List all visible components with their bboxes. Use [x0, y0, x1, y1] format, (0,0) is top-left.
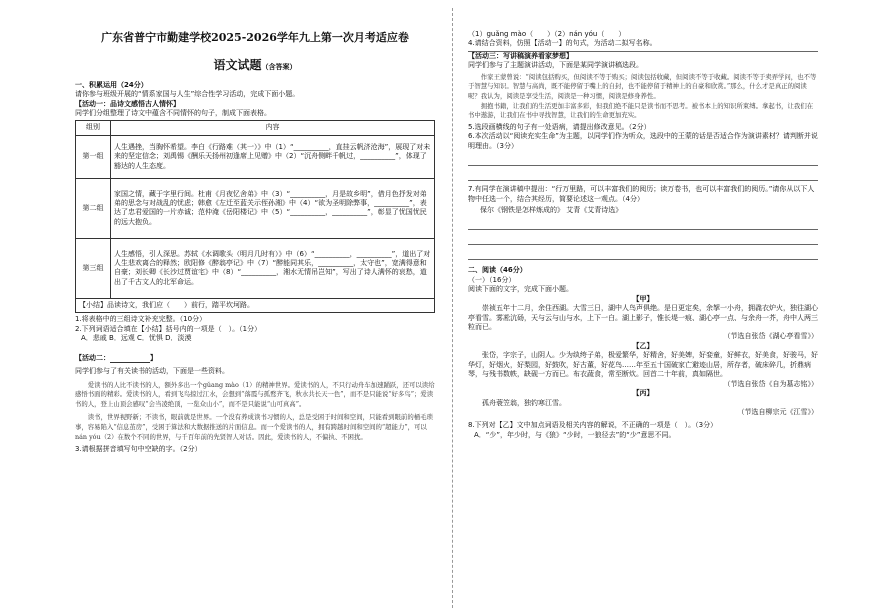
- activity-two-label-end: 】: [150, 353, 157, 362]
- activity-one-heading: 【活动一：品诗文感悟古人情怀】: [75, 99, 180, 108]
- text-yi-source: （节选自张岱《自为墓志铭》）: [723, 379, 818, 388]
- speech-excerpt: [468, 73, 818, 121]
- reading-paragraph: 读书，世界视野新；不读书，眼前就是世界。一个没有养成读书习惯的人，总是受困于时间和空间，只能看到眼前的桶毛琐事，容易陷入“信息茧房”，受困于算法和大数据推送的片面信息。而一个爱读书的人，拥有跨越时间和空间的“超能力”，可以nán yóu（2）在数个不同的世界，与千百年前的先贤智人对话。因此，爱读书的人，不偏执、不困扰。: [75, 413, 433, 441]
- answer-lines-q6: [468, 154, 818, 181]
- text-jia-label: 【甲】: [632, 294, 654, 303]
- table-header-row: [76, 121, 435, 135]
- table-row: [76, 238, 435, 298]
- table-cell-content: 人生感悟，引人深思。苏轼《水调歌头（明月几时有）》中（6）“__________，__________”，道出了对人生悲欢离合的释然；欧阳修《醉翁亭记》中（7）“醉能同其乐，__________，太守也”，宽满得意和自豪；刘长卿《长沙过贾谊宅》中（8）“__________，湘水无情吊岂知”，写出了诗人满怀的哀愁，道出了千古文人的北军命运。: [111, 238, 435, 298]
- answer-line[interactable]: [468, 154, 818, 166]
- subsection-one: （一）（16分）: [468, 275, 516, 284]
- section-one-heading: 一、积累运用（24分）: [75, 80, 148, 89]
- question-7: 7.有同学在演讲稿中提出：“行万里路，可以丰富我们的阅历；读万卷书，也可以丰富我们的阅历。”请你从以下人物中任选一个，结合其经历，简要论述这一观点。（4分）: [468, 185, 815, 203]
- subtitle-note: （含答案）: [261, 61, 297, 71]
- table-cell-group: 第一组: [76, 135, 111, 178]
- table-row: [76, 178, 435, 238]
- speech-paragraph: 拥抱书籍，让我们的生活更加丰富多彩，但我们绝不能只是读书而不思考。被书本上的知识所束缚。拿起书，让我们在书中遨游，让我们在书中寻找智慧，让我们的生命更加充实。: [468, 101, 814, 120]
- section-one-intro: 请你参与班级开展的“情系家国与人生”综合性学习活动，完成下面小题。: [75, 90, 300, 99]
- text-yi: 张岱，字宗子，山阴人。少为纨绔子弟，极爱繁华，好精舍，好美婢，好娈童，好鲜衣，好美食，好骏马，好华灯，好烟火，好梨园，好鼓吹，好古董，好花鸟……年至五十国破家亡避迹山居，所存者，破床碎几，折鼎病琴，与残书数帙，缺砚一方而已。布衣蔬食，常至断炊。回首二十年前，真如隔世。: [468, 351, 818, 379]
- question-1: 1.将表格中的三组诗文补充完整。（10分）: [75, 315, 207, 324]
- answer-line[interactable]: [468, 218, 818, 230]
- answer-lines-q7: [468, 218, 818, 260]
- text-bing: 孤舟蓑笠翁，独钓寒江雪。: [482, 398, 566, 407]
- text-bing-source: （节选自柳宗元《江雪》）: [737, 407, 818, 416]
- activity-two-desc: 同学们参与了有关读书的活动，下面是一些资料。: [75, 367, 229, 376]
- table-row: [76, 135, 435, 178]
- table-summary: 【小结】品读诗文，我们应（ ）前行，踏平坎坷路。: [76, 298, 435, 312]
- table-header-content: 内容: [111, 121, 435, 135]
- question-2-options: A．悲戚 B．远观 C．忧惧 D．淡漠: [81, 334, 192, 343]
- exam-subtitle: [75, 57, 435, 73]
- left-column: [75, 0, 435, 615]
- subtitle-text: 语文试题: [213, 57, 262, 72]
- question-3: 3.请根据拼音填写句中空缺的字。（2分）: [75, 445, 202, 454]
- question-4: 4.请结合资料，仿照【活动一】的句式，为活动二拟写名称。: [468, 39, 657, 48]
- answer-line[interactable]: [468, 248, 818, 260]
- reading-intro: 阅读下面的文字，完成下面小题。: [468, 285, 573, 294]
- activity-three-desc: 同学们参与了主题演讲活动，下面是某同学演讲稿选段。: [468, 61, 643, 70]
- section-two-heading: 二、阅读（46分）: [468, 266, 527, 275]
- exam-title: 广东省普宁市勤建学校2025-2026学年九上第一次月考适应卷: [101, 31, 409, 44]
- table-cell-content: 人生遇挫，当胸怀希望。李白《行路难（其一）》中（1）“__________，直挂云帆济沧海”，展现了对未来的坚定信念；刘禹锡《酬乐天扬州初逢席上见赠》中（2）“沉舟侧畔千帆过，__________”，体现了豁达的人生态度。: [111, 135, 435, 178]
- activity-two-heading: [75, 354, 435, 363]
- text-yi-label: 【乙】: [632, 341, 654, 350]
- activity-one-desc: 同学们分组整理了诗文中蕴含不同情怀的句子，制成下面表格。: [75, 109, 271, 117]
- activity-three-heading: 【活动三：写讲稿演养看家梦想】: [468, 51, 573, 60]
- table-cell-group: 第三组: [76, 238, 111, 298]
- text-jia: 崇祯五年十二月，余住西湖。大雪三日，湖中人鸟声俱绝。是日更定矣，余挐一小舟，拥毳衣炉火，独往湖心亭看雪。雾凇沆砀，天与云与山与水，上下一白。湖上影子，惟长堤一痕、湖心亭一点、与余舟一芥，舟中人两三粒而已。: [468, 304, 818, 332]
- right-column: [468, 0, 818, 615]
- text-jia-source: （节选自张岱《湖心亭看雪》）: [723, 332, 818, 341]
- answer-line[interactable]: [468, 169, 818, 181]
- text-bing-label: 【丙】: [632, 389, 654, 398]
- answer-line[interactable]: [468, 233, 818, 245]
- question-8-option-a: A．“少”，年少时，与《狼》“少时，一狼径去”的“少”意思不同。: [474, 430, 676, 439]
- question-3-pinyin: （1）guǎng mào（ ）（2）nán yóu（ ）: [468, 30, 626, 38]
- reading-material: [75, 381, 435, 443]
- question-2: 2.下列词语适合填在【小结】括号内的一项是（ ）。（1分）: [75, 324, 262, 333]
- reading-paragraph: 爱读书的人比不读书的人，额外多出一个gǔang mào（1）的精神世界。爱读书的人，不只行动舟车加速踊跃，还可以读给感悟书面的精彩。爱读书的人，看到飞鸟掠过江水，会想到“落霞与孤鹜齐飞，秋水共长天一色”，而不是只能说“好多鸟”；爱读书的人，登上山顶会感叹“会当凌绝顶，一览众山小”，而不是只能说“山可真高”。: [75, 380, 435, 408]
- table-header-group: 组别: [76, 121, 111, 135]
- question-8: 8.下列对【乙】文中加点词语及相关内容的解说，不正确的一项是（ ）。（3分）: [468, 421, 718, 430]
- speech-paragraph: 作家王蒙曾说：“阅读包括购买，但阅读不等于购买；阅读包括收藏，但阅读不等于收藏。阅读不等于卖弄学问，也不等于智慧与知识。智慧与高尚，既不能停留于嘴上的自封，也不能停留于精神上的自豪和欣赏。”那么，什么才是真正的阅读呢？我认为，阅读是享受生活，阅读是一种习惯，阅读是修身养性。: [468, 72, 817, 100]
- table-cell-group: 第二组: [76, 178, 111, 238]
- poetry-table: [75, 120, 435, 313]
- question-7-options: 保尔《钢铁是怎样炼成的》 艾青《艾青诗选》: [480, 205, 623, 214]
- table-cell-content: 家国之情，藏于字里行间。杜甫《月夜忆舍弟》中（3）“__________，月是故乡明”，借月色抒发对弟弟的思念与对战乱的忧虑；韩愈《左迁至蓝关示侄孙湘》中（4）“欲为圣明除弊事，__________”，表达了忠君爱国的一片赤诚；范仲淹《岳阳楼记》中（5）“__________，__________”，彰显了忧国忧民的远大抱负。: [111, 178, 435, 238]
- question-5: 5.选段画横线的句子有一处语病，请提出修改意见。（2分）: [468, 122, 651, 131]
- activity-two-blank[interactable]: [110, 354, 150, 363]
- question-6: 6.本次活动以“阅读充实生命”为主题，以同学们作为听众，选段中的王蒙的话是否适合作为演讲素材？请判断并说明理由。（3分）: [468, 132, 818, 150]
- column-divider: [452, 8, 453, 608]
- table-footer-row: [76, 298, 435, 312]
- activity-two-label: 【活动二：: [75, 353, 110, 362]
